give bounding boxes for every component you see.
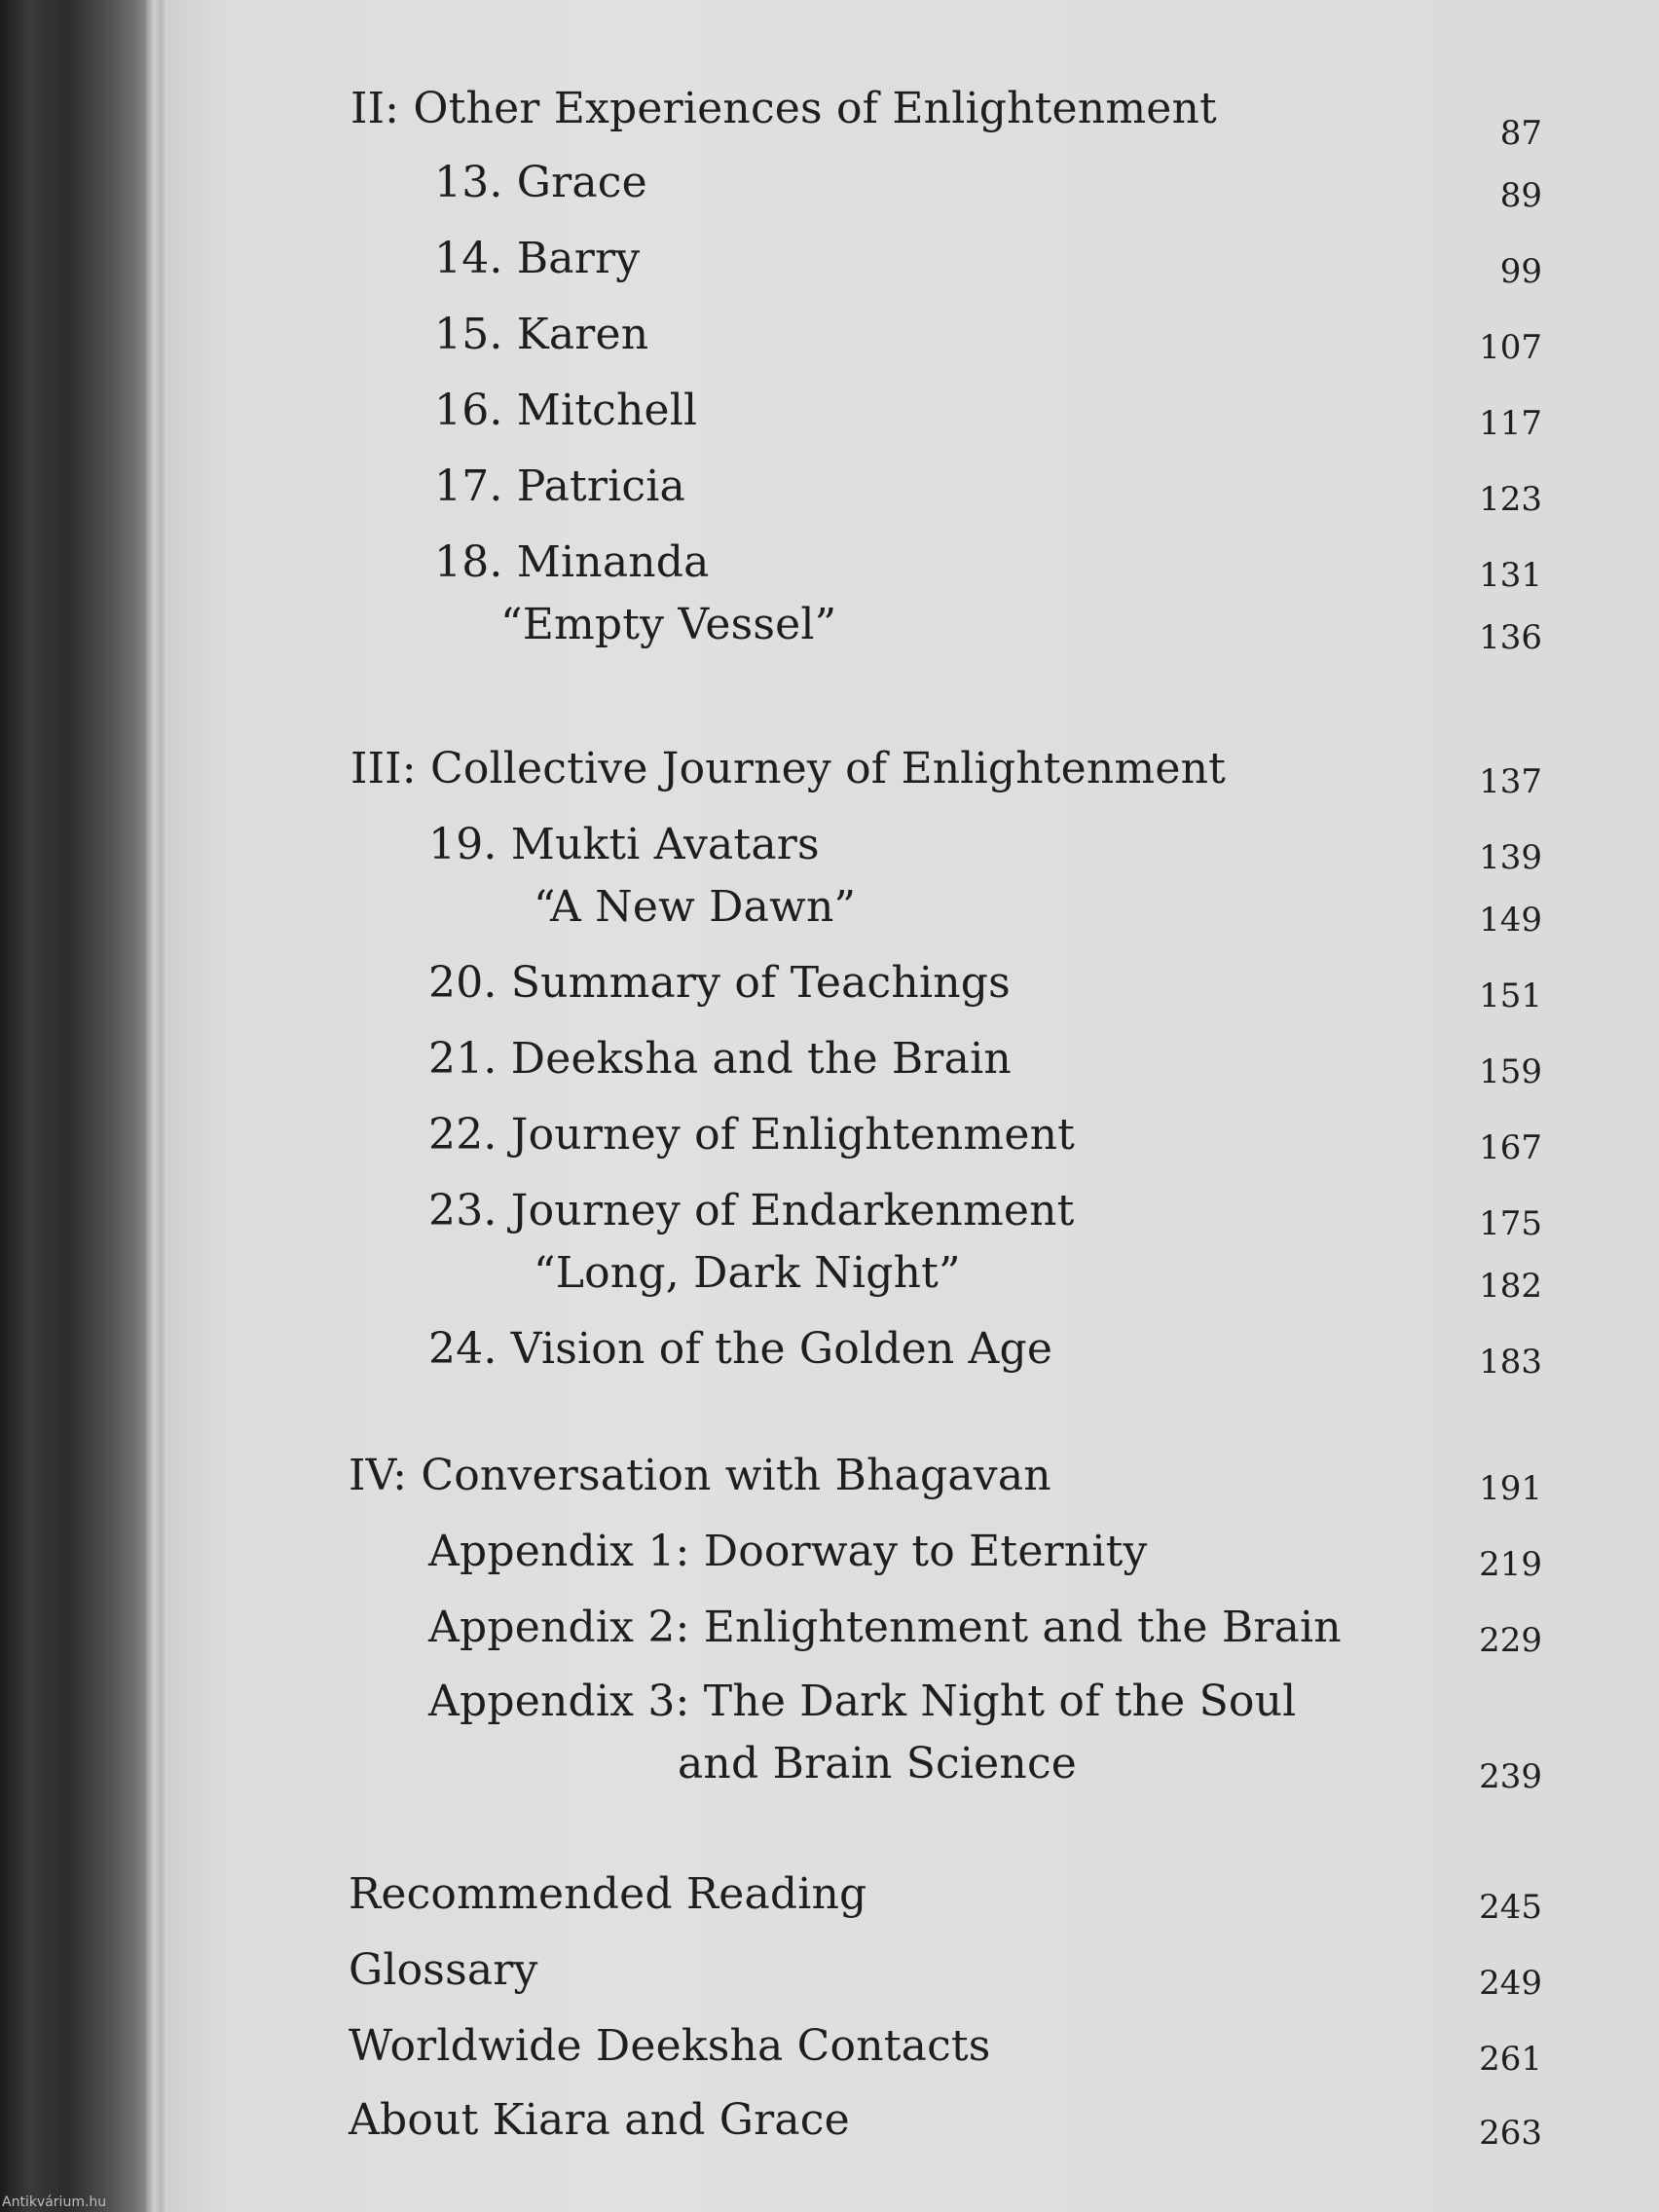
toc-entry-page: 245 <box>1479 1888 1542 1927</box>
toc-entry-title: Appendix 1: Doorway to Eternity <box>428 1527 1148 1576</box>
toc-entry-title: 24. Vision of the Golden Age <box>428 1324 1053 1374</box>
toc-entry-page: 131 <box>1479 556 1542 595</box>
toc-entry-title: 17. Patricia <box>434 461 685 511</box>
toc-entry-chapter-15 <box>167 306 1659 367</box>
toc-entry-chapter-18 <box>167 534 1659 595</box>
toc-entry-chapter-24 <box>167 1320 1659 1382</box>
toc-entry-page: 219 <box>1479 1545 1542 1584</box>
toc-entry-title: 22. Journey of Enlightenment <box>428 1110 1075 1160</box>
book-spine <box>0 0 146 2212</box>
toc-entry-page: 191 <box>1479 1469 1542 1508</box>
toc-entry-title: 21. Deeksha and the Brain <box>428 1034 1012 1084</box>
toc-entry-title: “Long, Dark Night” <box>534 1248 961 1298</box>
toc-entry-page: 263 <box>1479 2114 1542 2153</box>
toc-entry-recommended-reading <box>167 1865 1659 1927</box>
toc-entry-page: 89 <box>1499 176 1542 215</box>
toc-entry-title: 23. Journey of Endarkenment <box>428 1186 1075 1235</box>
toc-entry-title: About Kiara and Grace <box>349 2095 850 2145</box>
toc-entry-title: Glossary <box>349 1945 538 1995</box>
toc-entry-page: 151 <box>1479 977 1542 1015</box>
toc-entry-glossary <box>167 1941 1659 2003</box>
toc-entry-title: Appendix 3: The Dark Night of the Soul <box>428 1677 1297 1726</box>
toc-entry-title: 19. Mukti Avatars <box>428 820 820 869</box>
toc-entry-title: 20. Summary of Teachings <box>428 958 1011 1008</box>
toc-entry-chapter-14 <box>167 230 1659 291</box>
toc-entry-chapter-22 <box>167 1106 1659 1167</box>
toc-entry-chapter-16 <box>167 382 1659 443</box>
toc-entry-title: 18. Minanda <box>434 537 710 587</box>
toc-entry-part-4 <box>167 1447 1659 1508</box>
toc-entry-title: Recommended Reading <box>349 1869 867 1919</box>
toc-entry-page: 229 <box>1479 1621 1542 1660</box>
toc-entry-page: 137 <box>1479 762 1542 801</box>
toc-entry-about-authors <box>167 2091 1659 2153</box>
toc-entry-appendix-3 <box>167 1673 1659 1731</box>
toc-entry-title: 13. Grace <box>434 158 647 207</box>
toc-entry-title: 16. Mitchell <box>434 386 698 435</box>
toc-entry-chapter-19 <box>167 816 1659 877</box>
toc-entry-part-2 <box>167 80 1659 153</box>
watermark: Antikvárium.hu <box>2 2194 107 2210</box>
toc-entry-page: 149 <box>1479 901 1542 940</box>
toc-entry-page: 117 <box>1479 404 1542 443</box>
toc-entry-page: 249 <box>1479 1964 1542 2003</box>
toc-entry-chapter-20 <box>167 954 1659 1013</box>
toc-entry-title: Appendix 2: Enlightenment and the Brain <box>428 1603 1342 1652</box>
toc-entry-subsection-new-dawn <box>167 878 1659 940</box>
toc-entry-page: 123 <box>1479 480 1542 519</box>
toc-entry-appendix-1 <box>167 1523 1659 1584</box>
toc-entry-appendix-2 <box>167 1599 1659 1660</box>
toc-entry-chapter-17 <box>167 458 1659 519</box>
toc-entry-title: and Brain Science <box>678 1739 1078 1788</box>
toc-entry-page: 139 <box>1479 838 1542 877</box>
toc-entry-page: 107 <box>1479 328 1542 367</box>
toc-entry-chapter-21 <box>167 1030 1659 1091</box>
toc-entry-page: 239 <box>1479 1757 1542 1796</box>
toc-entry-page: 261 <box>1479 2040 1542 2079</box>
toc-entry-subsection-long-dark-night <box>167 1244 1659 1306</box>
toc-entry-appendix-3-continued <box>167 1735 1659 1796</box>
toc-entry-part-3 <box>167 740 1659 801</box>
toc-entry-title: IV: Conversation with Bhagavan <box>349 1451 1051 1500</box>
toc-entry-title: Worldwide Deeksha Contacts <box>349 2021 991 2071</box>
toc-entry-chapter-23 <box>167 1182 1659 1243</box>
toc-entry-title: “A New Dawn” <box>534 882 857 932</box>
toc-entry-title: 14. Barry <box>434 234 641 283</box>
toc-entry-title: “Empty Vessel” <box>500 600 837 649</box>
toc-entry-page: 182 <box>1479 1267 1542 1306</box>
toc-entry-page: 136 <box>1479 618 1542 657</box>
toc-page <box>167 0 1659 2212</box>
toc-entry-title: III: Collective Journey of Enlightenment <box>350 744 1226 793</box>
page-edges <box>146 0 167 2212</box>
toc-entry-page: 183 <box>1479 1343 1542 1382</box>
toc-entry-page: 175 <box>1479 1204 1542 1243</box>
toc-entry-page: 167 <box>1479 1128 1542 1167</box>
toc-entry-subsection-empty-vessel <box>167 596 1659 657</box>
toc-entry-chapter-13 <box>167 154 1659 215</box>
toc-entry-deeksha-contacts <box>167 2017 1659 2079</box>
toc-entry-page: 159 <box>1479 1052 1542 1091</box>
toc-entry-title: II: Other Experiences of Enlightenment <box>350 84 1217 133</box>
toc-entry-title: 15. Karen <box>434 310 649 359</box>
toc-entry-page: 87 <box>1499 114 1542 153</box>
toc-entry-page: 99 <box>1499 252 1542 291</box>
